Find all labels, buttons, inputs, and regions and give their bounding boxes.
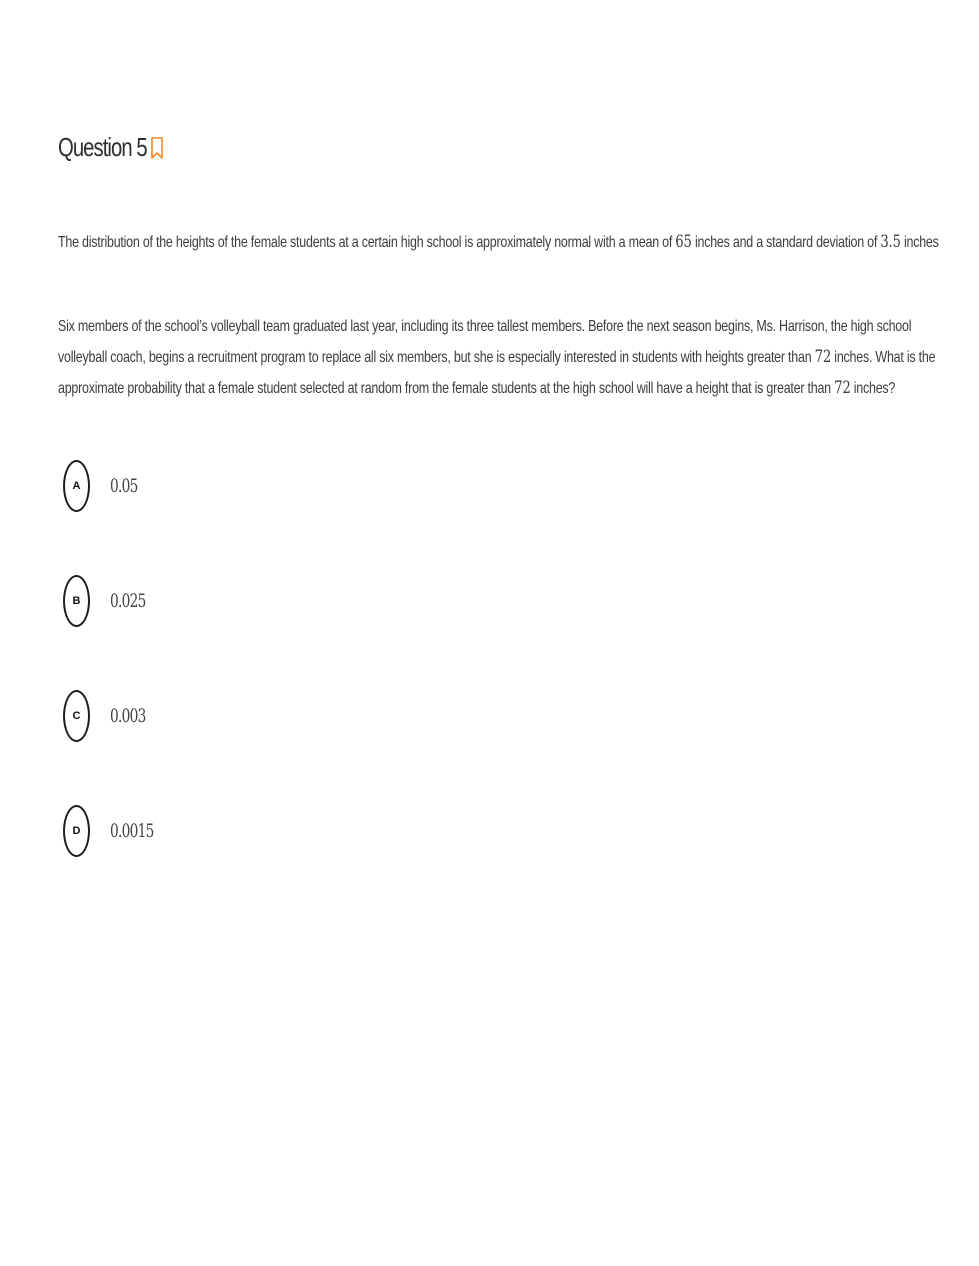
choice-text-c: 0.003	[110, 705, 146, 727]
choice-text-a: 0.05	[110, 475, 138, 497]
stem-text: inches?	[850, 380, 896, 397]
choice-letter-a: A	[63, 460, 90, 512]
sd-value: 3.5	[880, 232, 901, 252]
question-stem-paragraph-1	[58, 227, 938, 258]
height-threshold: 72	[814, 347, 832, 367]
question-title: Question 5	[58, 132, 147, 162]
stem-text: The distribution of the heights of the female students at a certain high school is approximately normal with a mean of	[58, 234, 676, 251]
answer-choice-b[interactable]	[63, 575, 159, 627]
answer-choice-d[interactable]	[63, 805, 170, 857]
height-threshold: 72	[834, 378, 851, 398]
answer-choice-c[interactable]	[63, 690, 159, 742]
choice-text-b: 0.025	[110, 590, 146, 612]
bookmark-icon[interactable]	[150, 136, 166, 160]
stem-text: inches and a standard deviation of	[691, 234, 881, 251]
mean-value: 65	[675, 232, 692, 252]
answer-choice-a[interactable]	[63, 460, 148, 512]
choice-letter-b: B	[63, 575, 90, 627]
choice-text-d: 0.0015	[110, 820, 154, 842]
question-stem-paragraph-2	[58, 311, 938, 404]
question-header	[58, 132, 166, 163]
choice-letter-c: C	[63, 690, 90, 742]
stem-text: inches. What is the approximate probability that a female student selected at random from the female students at the high school will have a height that is greater than	[58, 349, 936, 397]
choice-letter-d: D	[63, 805, 90, 857]
stem-text: inches	[900, 234, 939, 251]
stem-text: Six members of the school’s volleyball team graduated last year, including its three tallest members. Before the next season begins, Ms. Harrison, the high school volleyball coach, begins a recruitment program to replace all six members, but she is especially interested in students with heights greater than	[58, 318, 912, 366]
